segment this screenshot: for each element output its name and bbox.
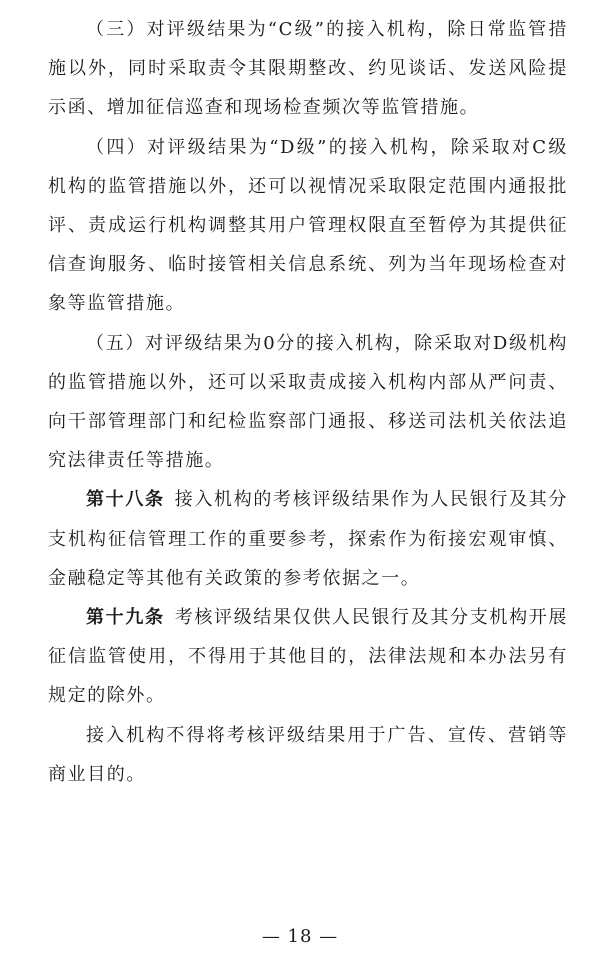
article-19 — [48, 598, 568, 716]
article-number: 第十九条 — [86, 607, 165, 629]
article-text: 接入机构的考核评级结果作为人民银行及其分支机构征信管理工作的重要参考，探索作为衔接宏观审慎、金融稳定等其他有关政策的参考依据之一。 — [48, 489, 569, 589]
article-number: 第十八条 — [86, 489, 165, 511]
clause-text: （三）对评级结果为“C级”的接入机构，除日常监管措施以外，同时采取责令其限期整改、约见谈话、发送风险提示函、增加征信巡查和现场检查频次等监管措施。 — [48, 19, 568, 119]
paragraph-text: 接入机构不得将考核评级结果用于广告、宣传、营销等商业目的。 — [48, 724, 568, 785]
article-19-paragraph-2 — [48, 716, 568, 794]
clause-text: （四）对评级结果为“D级”的接入机构，除采取对C级机构的监管措施以外，还可以视情况采取限定范围内通报批评、责成运行机构调整其用户管理权限直至暂停为其提供征信查询服务、临时接管相关信息系统、列为当年现场检查对象等监管措施。 — [48, 136, 568, 315]
article-text: 考核评级结果仅供人民银行及其分支机构开展征信监管使用，不得用于其他目的，法律法规和本办法另有规定的除外。 — [48, 607, 569, 707]
clause-text: （五）对评级结果为0分的接入机构，除采取对D级机构的监管措施以外，还可以采取责成接入机构内部从严问责、向干部管理部门和纪检监察部门通报、移送司法机关依法追究法律责任等措施。 — [48, 332, 568, 472]
clause-c-level — [48, 10, 568, 128]
clause-d-level — [48, 128, 568, 324]
article-18 — [48, 480, 568, 598]
document-body — [48, 10, 568, 794]
page-number: — 18 — — [261, 926, 339, 947]
clause-zero-score — [48, 324, 568, 481]
